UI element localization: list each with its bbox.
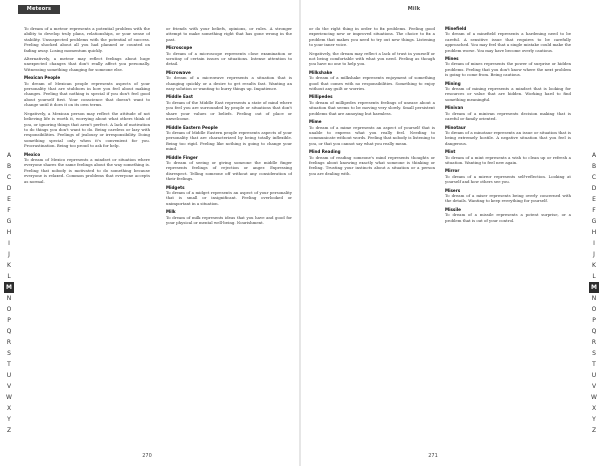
entry-headword: Mines (445, 56, 459, 62)
thumb-index-letter: J (593, 251, 595, 258)
thumb-index-letter: D (591, 185, 597, 192)
entry-definition: or friends with your beliefs, opinions, or rules. A stronger attempt to make something right that has gone wrong in the past. (166, 26, 292, 42)
entry-definition: To dream of millipedes represents feelings of unease about a situation that seems to be moving very slowly. Small persistent problems that are annoying but harmless. (309, 99, 435, 116)
thumb-index-letter: E (592, 196, 596, 203)
entry-headword: Middle Finger (166, 154, 198, 160)
thumb-index-letter: K (7, 262, 11, 269)
entry-definition: To dream of a meteor represents a potential problem with the ability to develop truly plans, relationships, or your sense of stability. Unsuspected problems with the potential of success. Feeling shocked about all you had planned or counted on fading away. Losing momentum quickly. (24, 26, 150, 53)
column-2 (445, 26, 571, 446)
dictionary-entry (166, 70, 292, 92)
right-page (301, 0, 600, 466)
dictionary-entry (445, 188, 571, 204)
thumb-index-letter: S (7, 350, 11, 357)
thumb-index-letter: Z (6, 427, 12, 434)
thumb-index-letter: N (591, 295, 597, 302)
entry-headword: Millipedes (309, 94, 333, 100)
thumb-index-letter: T (592, 361, 596, 368)
column-1 (309, 26, 435, 446)
thumb-index-letter: Z (591, 427, 597, 434)
entry-headword: Mime (309, 119, 322, 125)
running-head: Meteors (18, 5, 60, 14)
dictionary-entry (309, 94, 435, 116)
column-1 (24, 26, 150, 446)
entry-headword: Milkshake (309, 69, 333, 75)
dictionary-entry (309, 51, 435, 67)
dictionary-entry (309, 70, 435, 92)
dictionary-entry (166, 94, 292, 121)
left-page (0, 0, 299, 466)
dictionary-entry (445, 26, 571, 53)
entry-definition: To dream of a midget represents an aspect of your personality that is small or insignificant. Feeling overlooked or unimportant in a situation. (166, 189, 292, 206)
entry-headword: Minivan (445, 105, 464, 111)
entry-definition: To dream of a minivan represents decision making that is careful or family oriented. (445, 110, 571, 122)
dictionary-entry (309, 119, 435, 146)
thumb-index-letter: R (591, 339, 597, 346)
thumb-index-letter: I (8, 240, 10, 247)
thumb-index-letter: C (591, 174, 597, 181)
entry-headword: Mining (445, 80, 461, 86)
dictionary-entry (445, 81, 571, 103)
dictionary-entry (166, 185, 292, 207)
entry-definition: To dream of Mexico represents a mindset or situation where everyone shares the same feelings about the way something is. Feeling that nobody is motivated to do something because everyone is relaxed. Common problems that everyone accepts as normal. (24, 156, 150, 184)
entry-headword: Middle East (166, 94, 193, 100)
entry-headword: Mint (445, 149, 456, 155)
entry-definition: To dream of a microwave represents a situation that is changing quickly or a desire to get results fast. Wanting an easy solution or wanting to hurry things up. Impatience. (166, 75, 292, 92)
thumb-index-letter: H (6, 229, 12, 236)
thumb-index-letter: Y (7, 416, 11, 423)
thumb-index-letter: X (6, 405, 12, 412)
dictionary-entry (445, 168, 571, 184)
dictionary-entry (24, 26, 150, 53)
thumb-index-letter: G (591, 218, 597, 225)
entry-definition: To dream of a mint represents a wish to clean up or refresh a situation. Wanting to feel new again. (445, 154, 571, 165)
entry-definition: To dream of a mirror represents self-reflection. Looking at yourself and how others see you. (445, 173, 571, 185)
entry-headword: Missile (445, 206, 461, 212)
entry-headword: Middle Eastern People (166, 124, 218, 130)
entry-headword: Mirror (445, 168, 460, 174)
thumb-index-letter: F (592, 207, 596, 214)
entry-definition: To dream of mining represents a mindset that is looking for resources or value that are hidden. Working hard to find something meaningful. (445, 86, 571, 102)
dictionary-entry (309, 26, 435, 48)
entry-headword: Minefield (445, 26, 467, 31)
thumb-index-letter: U (6, 372, 12, 379)
thumb-index-letter: P (7, 317, 11, 324)
thumb-index-letter: R (6, 339, 12, 346)
thumb-index-letter: P (592, 317, 596, 324)
thumb-index-letter: Q (591, 328, 597, 335)
dictionary-entry (24, 111, 150, 149)
thumb-index-letter: L (7, 273, 11, 280)
thumb-index-letter: D (6, 185, 12, 192)
entry-definition: To dream of a minotaur represents an issue or situation that is being extremely hostile. A negative situation that you feel is dangerous. (445, 129, 571, 146)
dictionary-entry (445, 125, 571, 147)
page-number: 271 (428, 453, 438, 459)
dictionary-entry (166, 125, 292, 152)
entry-definition: To dream of a mime represents an aspect of yourself that is unable to express what you really feel. Needing to communicate without words. Feeling that nobody is listening to you, or that you cannot say what you really mean. (309, 124, 435, 146)
dictionary-entry (166, 26, 292, 42)
entry-definition: To dream of a miser represents being overly concerned with the details. Wanting to keep everything for yourself. (445, 192, 571, 204)
entry-headword: Midgets (166, 184, 185, 190)
entry-headword: Mind Reading (309, 149, 341, 155)
thumb-index-letter: C (6, 174, 12, 181)
thumb-index-letter: V (591, 383, 597, 390)
dictionary-entry (445, 149, 571, 165)
alphabet-thumb-index (589, 150, 599, 436)
thumb-index-letter: A (6, 152, 12, 159)
thumb-index-letter: K (592, 262, 596, 269)
thumb-index-letter: X (591, 405, 597, 412)
entry-definition: To dream of mines represents the power of surprise or hidden problems. Feeling that you don't know where the next problem is going to come from. Being cautious. (445, 61, 571, 78)
entry-headword: Milk (166, 209, 176, 215)
thumb-index-letter: W (591, 394, 597, 401)
thumb-index-letter: H (591, 229, 597, 236)
entry-definition: Alternatively, a meteor may reflect feelings about huge unexpected changes that don't really affect you personally. Witnessing something changing for someone else. (24, 56, 150, 72)
thumb-index-letter: Y (592, 416, 596, 423)
entry-definition: Negatively, the dream may reflect a lack of trust in yourself or not being comfortable with what you need. Feeling as though you have no one to help you. (309, 50, 435, 67)
entry-definition: To dream of the Middle East represents a state of mind where you feel you are surrounded by people or situations that don't share your values or beliefs. Feeling out of place or unwelcome. (166, 99, 292, 122)
entry-definition: To dream of milk represents ideas that you have and good for your physical or mental well-being. Nourishment. (166, 214, 292, 225)
thumb-index-letter: I (593, 240, 595, 247)
alphabet-thumb-index (4, 150, 14, 436)
thumb-index-letter: U (591, 372, 597, 379)
dictionary-entry (24, 152, 150, 184)
entry-definition: To dream of a missile represents a potent surprise, or a problem that is out of your control. (445, 212, 571, 223)
thumb-index-letter: W (6, 394, 12, 401)
entry-definition: To dream of seeing or giving someone the middle finger represents feelings of rejection or anger. Expressing disrespect. Telling someone off without any consideration of their feelings. (166, 159, 292, 182)
dictionary-entry (166, 45, 292, 67)
column-2 (166, 26, 292, 446)
thumb-index-letter: L (592, 273, 596, 280)
text-columns (309, 26, 573, 446)
thumb-index-letter: B (591, 163, 597, 170)
dictionary-entry (445, 56, 571, 78)
thumb-index-letter: A (591, 152, 597, 159)
entry-definition: To dream of a minefield represents a hardening need to be careful. A sensitive issue that requires to be carefully approached. You may feel that a single mistake could make the problem worse. You may have become overly cautious. (445, 31, 571, 53)
entry-definition: To dream of a milkshake represents enjoyment of something good that comes with no responsibilities. Something to enjoy without any guilt or worries. (309, 75, 435, 92)
entry-definition: To dream of a microscope represents close examination or scrutiny of certain issues or situations. Intense attention to detail. (166, 50, 292, 67)
entry-headword: Mexico (24, 151, 41, 157)
entry-definition: Negatively, a Mexican person may reflect the attitude of not believing life is worth it, worrying about what others think of you, or ignoring things that aren't perfect. A lack of motivation to do things you don't want to do. Being careless or lazy with responsibilities. Feelings of jealousy or irresponsibility. Doing something special only when it's convenient for you. Procrastination. Being too proud to ask for help. (24, 110, 150, 149)
thumb-index-letter: B (6, 163, 12, 170)
entry-headword: Minotaur (445, 124, 466, 130)
entry-headword: Microwave (166, 69, 191, 75)
entry-definition: To dream of Mexican people represents aspects of your personality that are stubborn in how you feel about making changes. Feeling that nothing is special if you don't feel good about yourself first. Your conscience that doesn't want to change until it does it on its own terms. (24, 80, 150, 108)
thumb-index-letter: G (6, 218, 12, 225)
entry-definition: or do the right thing in order to fix problems. Feeling good experiencing new or improved situations. The choice to fix a problem that makes you need to try out new things. Listening to your inner voice. (309, 26, 435, 48)
dictionary-entry (24, 56, 150, 72)
thumb-index-letter: O (591, 306, 597, 313)
thumb-index-letter: O (6, 306, 12, 313)
dictionary-entry (166, 209, 292, 225)
entry-headword: Misers (445, 187, 461, 193)
entry-definition: To dream of reading someone's mind represents thoughts or feelings about knowing exactly what someone is thinking or feeling. Trusting your instincts about a situation or a person you are dealing with. (309, 154, 435, 176)
dictionary-entry (166, 155, 292, 182)
thumb-index-letter: N (6, 295, 12, 302)
thumb-index-letter: E (7, 196, 11, 203)
thumb-index-letter: F (7, 207, 11, 214)
dictionary-entry (24, 75, 150, 107)
entry-definition: To dream of Middle Eastern people represents aspects of your personality that are characterized by being totally inflexible. Being too rigid. Feeling like nothing is going to change your mind. (166, 129, 292, 152)
thumb-index-letter: T (7, 361, 11, 368)
thumb-index-letter: S (592, 350, 596, 357)
entry-headword: Mexican People (24, 75, 61, 81)
text-columns (24, 26, 292, 446)
running-head: Milk (407, 6, 421, 12)
dictionary-entry (445, 105, 571, 121)
thumb-index-current-letter: M (4, 282, 14, 293)
thumb-index-current-letter: M (589, 282, 599, 293)
dictionary-entry (445, 207, 571, 223)
page-number: 270 (142, 453, 152, 459)
thumb-index-letter: J (8, 251, 10, 258)
thumb-index-letter: Q (6, 328, 12, 335)
entry-headword: Microscope (166, 45, 193, 51)
thumb-index-letter: V (6, 383, 12, 390)
dictionary-entry (309, 149, 435, 176)
